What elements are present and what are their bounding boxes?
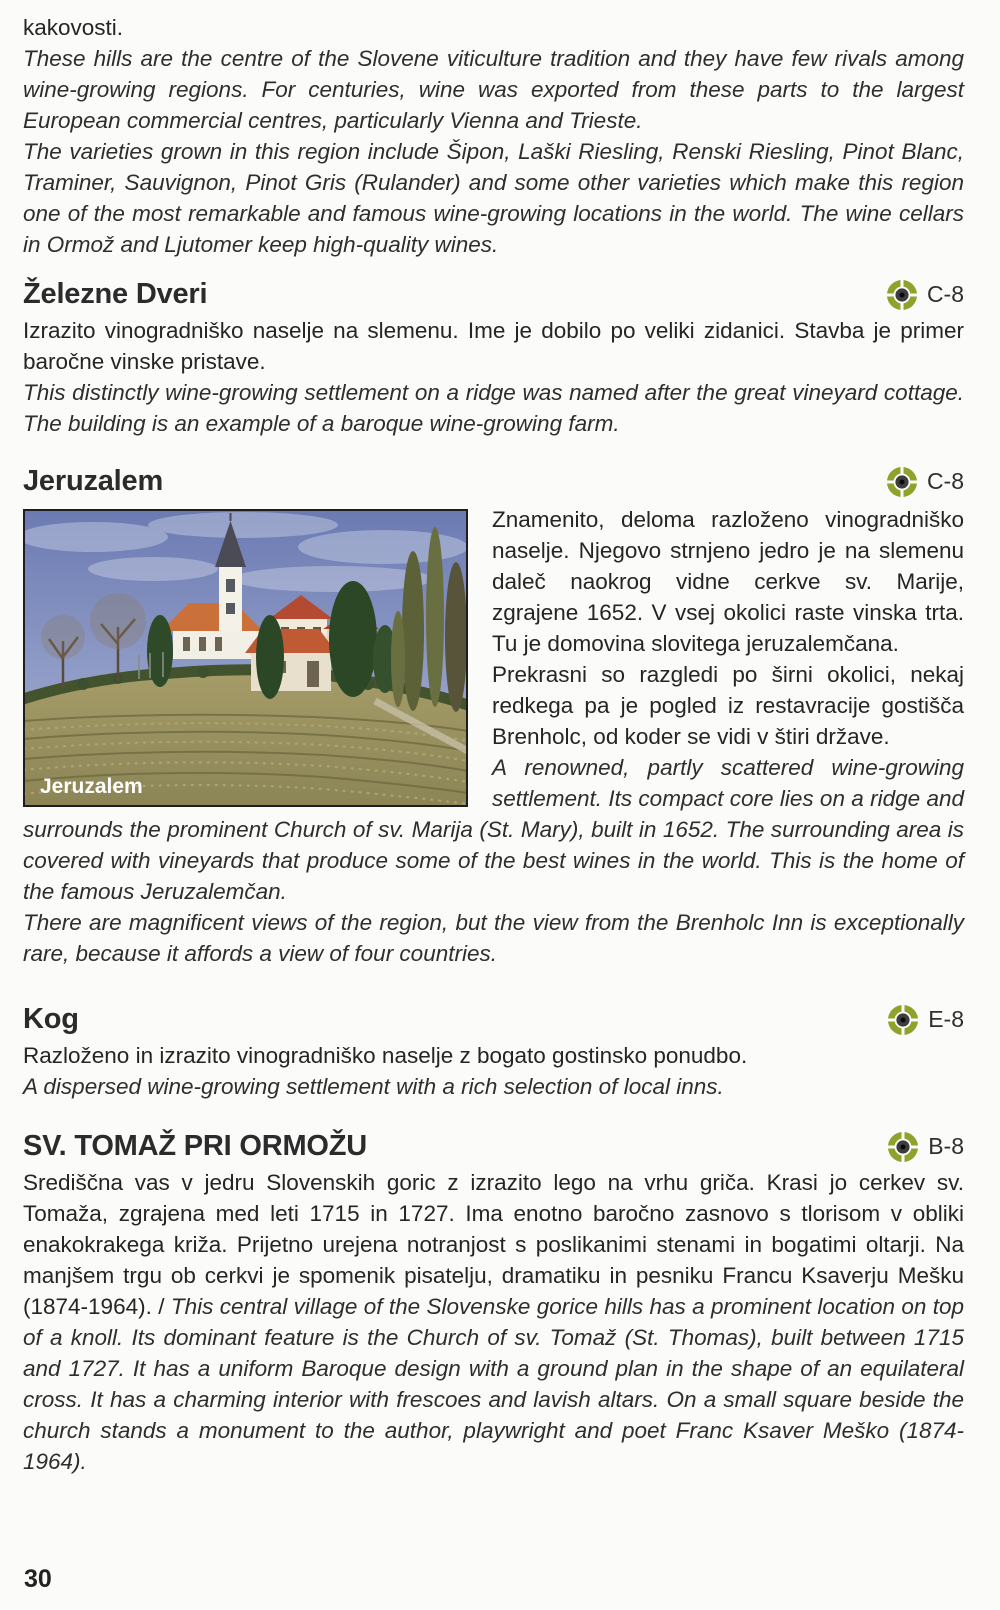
village-photo-illustration [23, 509, 468, 807]
section-zelezne-dveri [23, 278, 964, 439]
jeruzalem-photo [23, 509, 468, 807]
map-grid-reference [887, 1131, 964, 1163]
section-title: Jeruzalem [23, 465, 164, 497]
section-header [23, 1130, 964, 1163]
map-grid-reference [886, 466, 964, 498]
map-locator-icon [886, 279, 918, 311]
map-grid-reference [887, 1004, 964, 1036]
photo-caption: Jeruzalem [40, 775, 143, 798]
section-title: Kog [23, 1003, 79, 1035]
kog-slovene-text: Razloženo in izrazito vinogradniško naselje z bogato gostinsko ponudbo. [23, 1043, 748, 1068]
jeruzalem-slovene-p1: Znamenito, deloma razloženo vinogradniško naselje. Njegovo strnjeno jedro je na slemenu daleč naokrog vidne cerkve sv. Marije, zgrajene 1652. V vsej okolici raste vinska trta. Tu je domovina slovitega jeruzalemčana. [492, 507, 964, 656]
intro-paragraph-2: The varieties grown in this region include Šipon, Laški Riesling, Renski Riesling, Pinot Blanc, Traminer, Sauvignon, Pinot Gris (Rulander) and some other varieties which make this region one of the most remarkable and famous wine-growing locations in the world. The wine cellars in Ormož and Ljutomer keep high-quality wines. [23, 139, 964, 257]
section-kog [23, 1003, 964, 1102]
map-grid-reference [886, 279, 964, 311]
tomaz-slovene-text: Središčna vas v jedru Slovenskih goric z izrazito lego na vrhu griča. Krasi jo cerkev sv. Tomaža, zgrajena med leti 1715 in 1727. Ima enotno baročno zasnovo s tlorisom v obliki enakokrakega križa. Prijetno urejena notranjost s poslikanimi stenami in bogatimi oltarji. Na manjšem trgu ob cerkvi je spomenik pisatelju, dramatiku in pesniku Francu Ksaverju Mešku (1874-1964). / [23, 1170, 964, 1319]
tomaz-paragraph [23, 1167, 964, 1477]
map-locator-icon [886, 466, 918, 498]
jeruzalem-english-p1: A renowned, partly scattered wine-growing settlement. Its compact core lies on a ridge and surrounds the prominent Church of sv. Marija (St. Mary), built in 1652. The surrounding area is covered with vineyards that produce some of the best wines in the world. This is the home of the famous Jeruzalemčan. [23, 755, 964, 904]
tomaz-english-text: This central village of the Slovenske gorice hills has a prominent location on top of a knoll. Its dominant feature is the Church of sv. Tomaž (St. Thomas), built between 1715 and 1727. It has a uniform Baroque design with a ground plan in the shape of an equilateral cross. It has a charming interior with frescoes and lavish altars. On a small square beside the church stands a monument to the author, playwright and poet Franc Ksaver Meško (1874-1964). [23, 1294, 965, 1474]
grid-ref-label: C-8 [926, 281, 964, 307]
jeruzalem-slovene-p2: Prekrasni so razgledi po širni okolici, nekaj redkega pa je pogled iz restavracije gostišča Brenholc, od koder se vidi v štiri države. [492, 662, 964, 749]
zelezne-english-text: This distinctly wine-growing settlement on a ridge was named after the great vineyard cottage. The building is an example of a baroque wine-growing farm. [23, 380, 964, 436]
section-header [23, 1003, 964, 1036]
page-number: 30 [24, 1565, 52, 1593]
section-jeruzalem [23, 465, 964, 969]
intro-paragraph-1: These hills are the centre of the Slovene viticulture tradition and they have few rivals among wine-growing regions. For centuries, wine was exported from these parts to the largest European commercial centres, particularly Vienna and Trieste. [23, 46, 964, 133]
jeruzalem-english-p2: There are magnificent views of the region, but the view from the Brenholc Inn is exceptionally rare, because it affords a view of four countries. [23, 910, 964, 966]
section-title: Železne Dveri [23, 278, 208, 310]
kog-english-text: A dispersed wine-growing settlement with a rich selection of local inns. [23, 1074, 724, 1099]
zelezne-slovene-text: Izrazito vinogradniško naselje na slemenu. Ime je dobilo po veliki zidanici. Stavba je primer baročne vinske pristave. [23, 318, 964, 374]
intro-block [23, 12, 964, 260]
map-locator-icon [887, 1131, 919, 1163]
section-title: SV. TOMAŽ PRI ORMOŽU [23, 1130, 368, 1162]
grid-ref-label: C-8 [926, 468, 964, 494]
section-sv-tomaz [23, 1130, 964, 1477]
section-header [23, 278, 964, 311]
grid-ref-label: B-8 [928, 1133, 964, 1159]
map-locator-icon [887, 1004, 919, 1036]
intro-lead: kakovosti. [23, 15, 124, 40]
grid-ref-label: E-8 [928, 1006, 964, 1032]
section-header [23, 465, 964, 498]
jeruzalem-body [23, 504, 964, 969]
